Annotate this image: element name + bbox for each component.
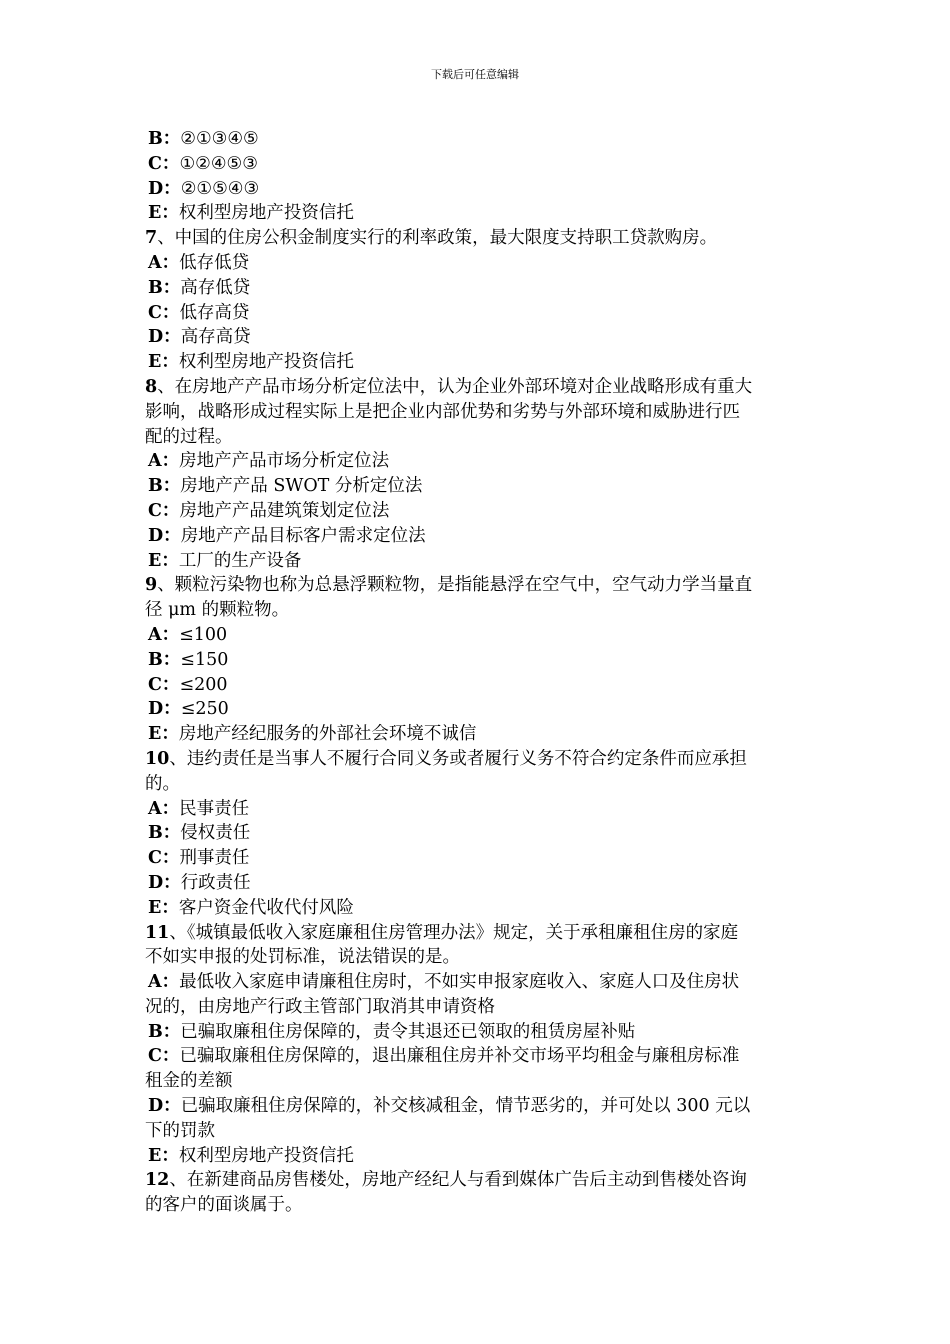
option-text: ②①③④⑤: [180, 129, 259, 149]
continuation-line: [145, 598, 810, 623]
option-text: 房地产产品建筑策划定位法: [179, 500, 390, 521]
option-label: D：: [148, 327, 181, 348]
option-label: D：: [148, 699, 181, 720]
option-line: [145, 722, 810, 747]
option-line: [145, 251, 810, 276]
question-line: [145, 1168, 810, 1193]
option-line: [145, 325, 810, 350]
option-line: [145, 449, 810, 474]
option-text: 房地产产品市场分析定位法: [179, 451, 390, 472]
option-line: [145, 623, 810, 648]
continuation-text: 下的罚款: [145, 1120, 215, 1141]
option-label: D：: [148, 178, 181, 199]
option-line: [145, 871, 810, 896]
continuation-text: 的客户的面谈属于。: [145, 1195, 303, 1216]
option-text: ≤250: [180, 699, 229, 720]
option-text: 已骗取廉租住房保障的，责令其退还已领取的租赁房屋补贴: [180, 1021, 636, 1042]
option-text: 权利型房地产投资信托: [178, 352, 354, 373]
option-label: C：: [148, 848, 180, 869]
option-label: D：: [148, 525, 181, 546]
option-label: C：: [148, 674, 180, 695]
continuation-line: [145, 425, 810, 450]
option-line: [145, 821, 810, 846]
question-number: 8: [145, 376, 158, 397]
option-label: B：: [148, 823, 181, 844]
question-number: 11: [145, 922, 170, 943]
option-label: A：: [148, 972, 180, 993]
option-line: [145, 127, 810, 152]
option-line: [145, 301, 810, 326]
question-text: 、违约责任是当事人不履行合同义务或者履行义务不符合约定条件而应承担: [169, 748, 747, 769]
question-number: 9: [145, 575, 158, 596]
continuation-text: 的。: [145, 773, 180, 794]
question-text: 、在新建商品房售楼处，房地产经纪人与看到媒体广告后主动到售楼处咨询: [169, 1170, 747, 1191]
option-text: 高存高贷: [180, 327, 251, 348]
continuation-line: [145, 1193, 810, 1218]
option-line: [145, 846, 810, 871]
option-line: [145, 970, 810, 995]
option-line: [145, 499, 810, 524]
option-line: [145, 524, 810, 549]
continuation-line: [145, 772, 810, 797]
option-line: [145, 1020, 810, 1045]
option-line: [145, 152, 810, 177]
option-line: [145, 673, 810, 698]
continuation-line: [145, 1069, 810, 1094]
option-label: E：: [148, 1145, 179, 1166]
question-number: 7: [145, 228, 158, 249]
option-label: A：: [148, 624, 180, 645]
option-line: [145, 697, 810, 722]
continuation-line: [145, 945, 810, 970]
option-label: C：: [148, 302, 180, 323]
question-text: 、中国的住房公积金制度实行的利率政策，最大限度支持职工贷款购房。: [157, 228, 718, 249]
option-line: [145, 276, 810, 301]
option-text: 权利型房地产投资信托: [178, 1145, 354, 1166]
option-label: B：: [148, 1021, 181, 1042]
option-text: 刑事责任: [179, 848, 250, 869]
option-line: [145, 797, 810, 822]
question-line: [145, 226, 810, 251]
option-text: 房地产产品目标客户需求定位法: [180, 525, 426, 546]
option-label: B：: [148, 129, 181, 149]
option-text: 房地产经纪服务的外部社会环境不诚信: [178, 724, 477, 745]
question-line: [145, 747, 810, 772]
continuation-text: 径 μm 的颗粒物。: [145, 600, 290, 621]
option-label: E：: [148, 550, 179, 571]
question-line: [145, 921, 810, 946]
option-label: A：: [148, 798, 180, 819]
continuation-text: 配的过程。: [145, 426, 233, 447]
continuation-text: 况的，由房地产行政主管部门取消其申请资格: [145, 996, 495, 1017]
option-label: B：: [148, 649, 181, 670]
option-label: E：: [148, 897, 179, 918]
option-text: 权利型房地产投资信托: [178, 203, 354, 224]
option-label: B：: [148, 476, 181, 497]
option-text: 高存低贷: [180, 277, 251, 298]
option-text: 工厂的生产设备: [178, 550, 302, 571]
option-label: C：: [148, 500, 180, 521]
option-line: [145, 549, 810, 574]
option-text: 低存低贷: [179, 252, 250, 273]
option-text: 民事责任: [179, 798, 250, 819]
document-body: [145, 127, 810, 1218]
question-line: [145, 573, 810, 598]
question-line: [145, 375, 810, 400]
option-line: [145, 648, 810, 673]
continuation-line: [145, 1119, 810, 1144]
option-label: E：: [148, 724, 179, 745]
question-text: 、在房地产产品市场分析定位法中，认为企业外部环境对企业战略形成有重大: [157, 376, 753, 397]
option-text: ①②④⑤③: [179, 153, 258, 174]
option-text: 房地产产品 SWOT 分析定位法: [180, 476, 423, 497]
option-label: D：: [148, 1096, 181, 1117]
continuation-text: 租金的差额: [145, 1071, 233, 1092]
question-text: 、《城镇最低收入家庭廉租住房管理办法》规定，关于承租廉租住房的家庭: [169, 922, 739, 943]
page-header: 下载后可任意编辑: [431, 68, 519, 81]
option-label: D：: [148, 872, 181, 893]
option-text: 已骗取廉租住房保障的，退出廉租住房并补交市场平均租金与廉租房标准: [179, 1046, 740, 1067]
option-label: C：: [148, 153, 180, 174]
option-line: [145, 474, 810, 499]
question-number: 10: [145, 748, 170, 769]
option-line: [145, 201, 810, 226]
option-line: [145, 1044, 810, 1069]
option-label: E：: [148, 352, 179, 373]
option-text: 已骗取廉租住房保障的，补交核减租金，情节恶劣的，并可处以 300 元以: [180, 1096, 751, 1117]
option-label: A：: [148, 252, 180, 273]
continuation-line: [145, 400, 810, 425]
option-line: [145, 177, 810, 202]
option-text: 侵权责任: [180, 823, 251, 844]
question-number: 12: [145, 1170, 170, 1191]
option-text: 最低收入家庭申请廉租住房时，不如实申报家庭收入、家庭人口及住房状: [179, 972, 740, 993]
option-label: E：: [148, 203, 179, 224]
option-text: 低存高贷: [179, 302, 250, 323]
option-line: [145, 896, 810, 921]
option-label: A：: [148, 451, 180, 472]
option-text: ②①⑤④③: [180, 178, 260, 199]
option-line: [145, 1144, 810, 1169]
option-text: 客户资金代收代付风险: [178, 897, 354, 918]
option-line: [145, 350, 810, 375]
option-line: [145, 1094, 810, 1119]
option-label: C：: [148, 1046, 180, 1067]
continuation-line: [145, 995, 810, 1020]
question-text: 、颗粒污染物也称为总悬浮颗粒物，是指能悬浮在空气中，空气动力学当量直: [157, 575, 753, 596]
option-text: ≤150: [180, 649, 229, 670]
option-text: ≤200: [179, 674, 228, 695]
option-text: ≤100: [179, 624, 228, 645]
option-text: 行政责任: [180, 872, 251, 893]
continuation-text: 影响，战略形成过程实际上是把企业内部优势和劣势与外部环境和威胁进行匹: [145, 401, 740, 422]
continuation-text: 不如实申报的处罚标准，说法错误的是。: [145, 947, 460, 968]
option-label: B：: [148, 277, 181, 298]
